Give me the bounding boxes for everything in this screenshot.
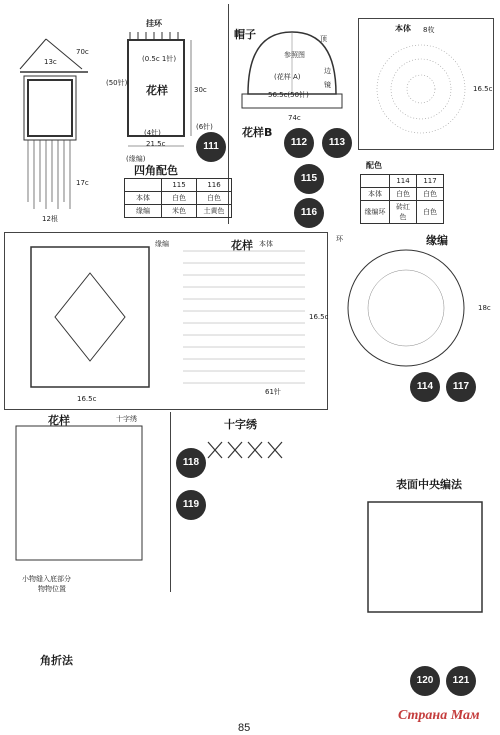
fold-title: 角折法 [40,654,73,667]
round-dim: 18c [478,304,491,312]
cell: 砖红色 [390,201,417,224]
hat-title: 帽子 [234,28,256,41]
ring-label: 环 [336,235,343,243]
sq-edge: 缘编 [155,240,169,248]
panel-fold [4,652,304,712]
cross-title: 十字绣 [224,418,257,431]
cell: 白色 [417,201,444,224]
round-title: 缘编 [426,234,448,247]
cell: 白色 [197,192,232,205]
sq-dim-w: 16.5c [77,395,97,403]
hat-nose: 镜 [324,81,331,89]
panel-120 [356,476,494,626]
badge-113: 113 [322,128,352,158]
sq-stitch: 61针 [265,388,281,396]
round-doily-diagram [359,19,493,149]
hat-pattern-b: 花样B [242,126,273,139]
dim-tassel: 17c [76,179,89,187]
badge-115: 115 [294,164,324,194]
col-115: 115 [162,179,197,192]
sq-dim-h: 16.5c [309,313,329,321]
panel-114-body [358,18,494,150]
sq-pattern: 花样 [231,239,253,252]
dim-height: 30c [194,86,207,94]
badge-118: 118 [176,448,206,478]
color-table-115 [124,178,232,218]
col-114: 114 [390,175,417,188]
p118-note2: 物物位置 [38,585,66,593]
dim-top-70c: 70c [76,48,89,56]
hat-dim-1: 56.5c(50针) [268,91,309,99]
badge-121: 121 [446,666,476,696]
hat-ref: 参照图 [284,51,305,59]
hat-top: 顶 [320,35,327,43]
cell: 米色 [162,205,197,218]
col-116: 116 [197,179,232,192]
cell: 土黄色 [197,205,232,218]
pattern-label: 花样 [146,84,168,97]
right-note: (6针) [196,123,213,131]
panel-cross-stitch [198,416,348,476]
edge-label: (缘编) [126,155,146,163]
note-4: (4针) [144,129,161,137]
col-117: 117 [417,175,444,188]
panel-square [4,232,328,410]
note-05c: (0.5c 1针) [142,55,177,63]
badge-119: 119 [176,490,206,520]
body-sub: 8枚 [423,26,435,34]
cross-stitch-steps [198,432,348,468]
tassel-note: 12根 [42,215,58,223]
panel-118 [4,412,171,592]
four-corner-title: 四角配色 [134,164,178,177]
cell: 白色 [417,188,444,201]
badge-111: 111 [196,132,226,162]
cross-stitch-grid [4,412,170,592]
note-50: (50针) [106,79,128,87]
p118-note1: 小物缝入底部分 [22,575,71,583]
color-table-114 [360,174,444,224]
cell: 本体 [361,188,390,201]
badge-117: 117 [446,372,476,402]
hat-dim-2: 74c [288,114,301,122]
hang-ring-title: 挂环 [146,19,162,28]
badge-120: 120 [410,666,440,696]
dim-width: 21.5c [146,140,166,148]
center-title: 表面中央编法 [396,478,462,491]
badge-112: 112 [284,128,314,158]
cell: 本体 [125,192,162,205]
dim-side-13c: 13c [44,58,57,66]
cell: 缘编 [125,205,162,218]
p118-cross: 十字绣 [116,415,137,423]
hat-edge: 边 [324,67,331,75]
panel-115-colors [124,162,294,228]
color-title: 配色 [366,161,382,170]
page-number: 85 [238,722,251,734]
sq-body: 本体 [259,240,273,248]
cell: 缘编环 [361,201,390,224]
watermark: Страна Мам [398,708,480,723]
badge-116: 116 [294,198,324,228]
square-motif-diagram [5,233,327,409]
body-title: 本体 [395,24,411,33]
p118-pattern: 花样 [48,414,70,427]
cell: 白色 [390,188,417,201]
panel-116-colors [360,160,460,221]
center-square-diagram [356,496,494,616]
hat-pattern-a: (花样 A) [274,73,301,81]
cell: 白色 [162,192,197,205]
badge-114: 114 [410,372,440,402]
body-dim: 16.5c [473,85,493,93]
